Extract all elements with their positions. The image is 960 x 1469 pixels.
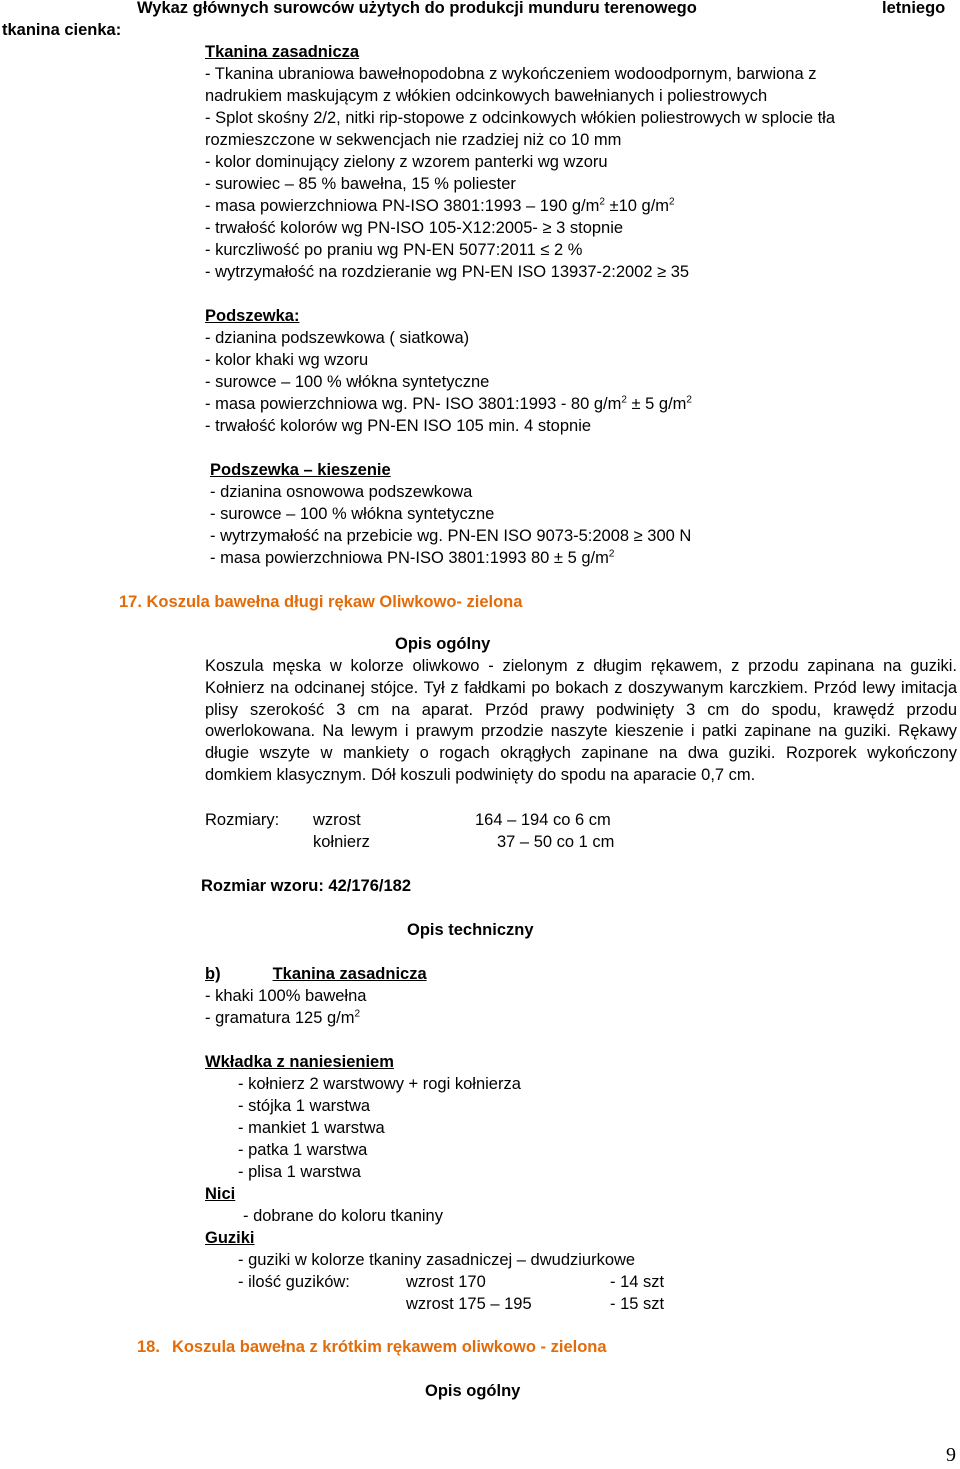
collar-value: 37 – 50 co 1 cm <box>497 833 615 851</box>
pocket-lining-heading: Podszewka – kieszenie <box>210 461 391 479</box>
pocket-lining-line: - wytrzymałość na przebicie wg. PN-EN ISO 9073-5:2008 ≥ 300 N <box>210 527 692 545</box>
insert-item: - plisa 1 warstwa <box>238 1163 361 1181</box>
general-description-heading: Opis ogólny <box>425 1382 521 1400</box>
document-title: Wykaz głównych surowców użytych do produkcji munduru terenowego <box>137 0 697 17</box>
sizes-label: Rozmiary: <box>205 811 280 829</box>
thread-line: - dobrane do koloru tkaniny <box>243 1207 443 1225</box>
section-heading-17: 17. Koszula bawełna długi rękaw Oliwkowo- zielona <box>119 593 523 611</box>
fabric-line: - khaki 100% bawełna <box>205 987 367 1005</box>
pocket-lining-mass-line: - masa powierzchniowa PN-ISO 3801:1993 80 ± 5 $g/m^2$ <box>210 548 615 567</box>
base-fabric-line: - kolor dominujący zielony z wzorem panterki wg wzoru <box>205 153 608 171</box>
fabric-heading: b) Tkanina zasadnicza <box>205 965 427 983</box>
pocket-lining-line: - dzianina osnowowa podszewkowa <box>210 483 473 501</box>
insert-item: - patka 1 warstwa <box>238 1141 368 1159</box>
lining-line: - trwałość kolorów wg PN-EN ISO 105 min. 4 stopnie <box>205 417 592 435</box>
document-title-end: letniego <box>882 0 946 17</box>
base-fabric-line: rozmieszczone w sekwencjach nie rzadziej niż co 10 mm <box>205 131 622 149</box>
lining-line: - dzianina podszewkowa ( siatkowa) <box>205 329 470 347</box>
base-fabric-line: nadrukiem maskującym z włókien odcinkowych bawełnianych i poliestrowych <box>205 87 768 105</box>
document-subtitle: tkanina cienka: <box>2 21 122 39</box>
lining-line: - kolor khaki wg wzoru <box>205 351 369 369</box>
page-number: 9 <box>946 1444 956 1466</box>
base-fabric-mass-line: - masa powierzchniowa PN-ISO 3801:1993 – 190 $g/m^2 \pm 10$ $g/m^2$ <box>205 196 675 215</box>
buttons-qty: - 15 szt <box>610 1295 665 1313</box>
technical-description-heading: Opis techniczny <box>407 921 534 939</box>
general-description: Koszula męska w kolorze oliwkowo - zielonym z długim rękawem, z przodu zapinana na guziki. Kołnierz na odcinanej stójce. Tył z fałdkami po bokach z doszywanym karczkiem. Przód lewy imitacja plisy szerokość 3 cm na aparat. Przód prawy podwinięty 3 cm do spodu, krawędź przodu owerlokowana. Na lewym i prawym przodzie naszyte kieszenie i patki zapinane na guziki. Rękawy długie wszyte w mankiety o rogach okrągłych zapinane na dwa guziki. Rozporek wykończony domkiem klasycznym. Dół koszuli podwinięty do spodu na aparacie 0,7 cm. <box>205 657 957 784</box>
buttons-qty: - 14 szt <box>610 1273 665 1291</box>
base-fabric-line: - kurczliwość po praniu wg PN-EN 5077:2011 ≤ 2 % <box>205 241 583 259</box>
insert-item: - mankiet 1 warstwa <box>238 1119 385 1137</box>
height-value: 164 – 194 co 6 cm <box>475 811 611 829</box>
collar-label: kołnierz <box>313 833 370 851</box>
section-heading-18: 18. Koszula bawełna z krótkim rękawem oliwkowo - zielona <box>137 1338 607 1356</box>
fabric-weight-line: - gramatura 125 $g/m^2$ <box>205 1008 361 1027</box>
buttons-size: wzrost 175 – 195 <box>406 1295 532 1313</box>
insert-item: - kołnierz 2 warstwowy + rogi kołnierza <box>238 1075 521 1093</box>
buttons-heading: Guziki <box>205 1229 255 1247</box>
buttons-size: wzrost 170 <box>406 1273 486 1291</box>
pocket-lining-line: - surowce – 100 % włókna syntetyczne <box>210 505 495 523</box>
buttons-count-label: - ilość guzików: <box>238 1273 350 1291</box>
lining-heading: Podszewka: <box>205 307 300 325</box>
thread-heading: Nici <box>205 1185 236 1203</box>
base-fabric-line: - Splot skośny 2/2, nitki rip-stopowe z odcinkowych włókien poliestrowych w splocie tła <box>205 109 836 127</box>
base-fabric-line: - wytrzymałość na rozdzieranie wg PN-EN ISO 13937-2:2002 ≥ 35 <box>205 263 690 281</box>
lining-mass-line: - masa powierzchniowa wg. PN- ISO 3801:1993 - 80 $g/m^2 \pm 5$ $g/m^2$ <box>205 394 692 413</box>
general-description-heading: Opis ogólny <box>395 635 491 653</box>
insert-item: - stójka 1 warstwa <box>238 1097 371 1115</box>
base-fabric-line: - surowiec – 85 % bawełna, 15 % poliester <box>205 175 516 193</box>
height-label: wzrost <box>313 811 361 829</box>
pattern-size: Rozmiar wzoru: 42/176/182 <box>201 877 412 895</box>
insert-heading: Wkładka z naniesieniem <box>205 1053 394 1071</box>
base-fabric-line: - Tkanina ubraniowa bawełnopodobna z wykończeniem wodoodpornym, barwiona z <box>205 65 817 83</box>
base-fabric-heading: Tkanina zasadnicza <box>205 43 360 61</box>
lining-line: - surowce – 100 % włókna syntetyczne <box>205 373 490 391</box>
buttons-line: - guziki w kolorze tkaniny zasadniczej – dwudziurkowe <box>238 1251 636 1269</box>
base-fabric-line: - trwałość kolorów wg PN-ISO 105-X12:2005- ≥ 3 stopnie <box>205 219 624 237</box>
